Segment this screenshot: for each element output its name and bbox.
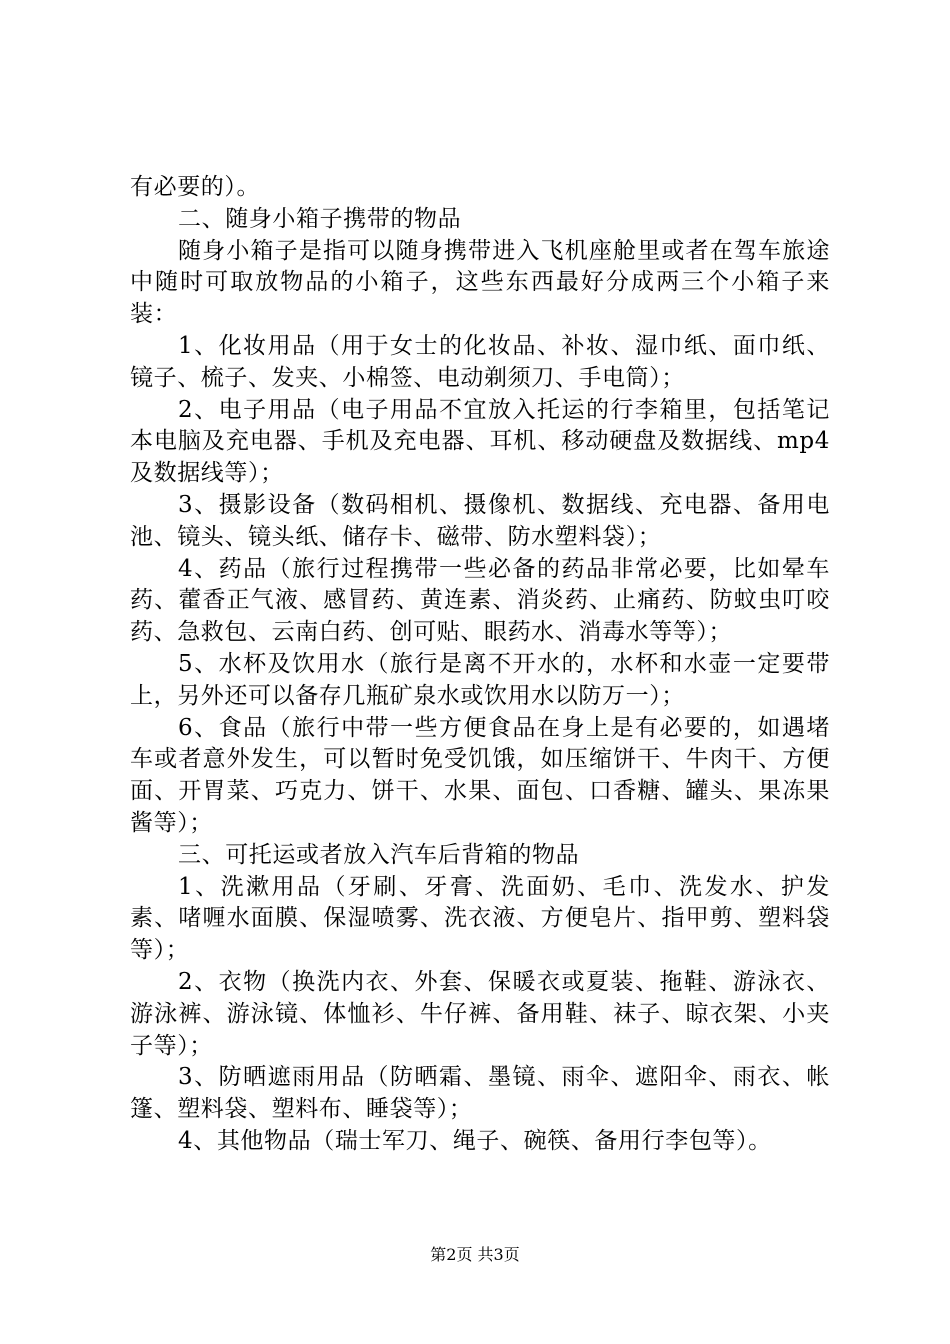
section-heading-carry-on-case: 二、随身小箱子携带的物品: [178, 205, 462, 232]
list-item-electronics: 2、电子用品（电子用品不宜放入托运的行李箱里，包括笔记本电脑及充电器、手机及充电器、耳机、移动硬盘及数据线、mp4及数据线等）；: [130, 396, 830, 487]
list-item-cosmetics: 1、化妆用品（用于女士的化妆品、补妆、湿巾纸、面巾纸、镜子、梳子、发夹、小棉签、电动剃须刀、手电筒）；: [130, 332, 830, 391]
document-body: [130, 172, 830, 1158]
list-item-other: 4、其他物品（瑞士军刀、绳子、碗筷、备用行李包等）。: [178, 1127, 772, 1154]
list-item-food: 6、食品（旅行中带一些方便食品在身上是有必要的，如遇堵车或者意外发生，可以暂时免受饥饿，如压缩饼干、牛肉干、方便面、开胃菜、巧克力、饼干、水果、面包、口香糖、罐头、果冻果酱等）；: [130, 714, 830, 836]
list-item-clothing: 2、衣物（换洗内衣、外套、保暖衣或夏装、拖鞋、游泳衣、游泳裤、游泳镜、体恤衫、牛仔裤、备用鞋、袜子、晾衣架、小夹子等）；: [130, 968, 830, 1059]
list-item-photography: 3、摄影设备（数码相机、摄像机、数据线、充电器、备用电池、镜头、镜头纸、储存卡、磁带、防水塑料袋）；: [130, 491, 830, 550]
section-heading-checked-luggage: 三、可托运或者放入汽车后背箱的物品: [178, 841, 580, 868]
list-item-water: 5、水杯及饮用水（旅行是离不开水的，水杯和水壶一定要带上，另外还可以备存几瓶矿泉水或饮用水以防万一）；: [130, 650, 830, 709]
list-item-medicine: 4、药品（旅行过程携带一些必备的药品非常必要，比如晕车药、藿香正气液、感冒药、黄连素、消炎药、止痛药、防蚊虫叮咬药、急救包、云南白药、创可贴、眼药水、消毒水等等）；: [130, 555, 830, 646]
list-item-sun-rain-gear: 3、防晒遮雨用品（防晒霜、墨镜、雨伞、遮阳伞、雨衣、帐篷、塑料袋、塑料布、睡袋等）；: [130, 1064, 830, 1123]
paragraph-carry-on-intro: 随身小箱子是指可以随身携带进入飞机座舱里或者在驾车旅途中随时可取放物品的小箱子，这些东西最好分成两三个小箱子来装：: [130, 237, 830, 328]
list-item-toiletries: 1、洗漱用品（牙刷、牙膏、洗面奶、毛巾、洗发水、护发素、啫喱水面膜、保湿喷雾、洗衣液、方便皂片、指甲剪、塑料袋等）；: [130, 873, 830, 964]
paragraph-continuation: 有必要的）。: [130, 174, 261, 200]
page-number-footer: 第2页 共3页: [430, 1245, 520, 1264]
